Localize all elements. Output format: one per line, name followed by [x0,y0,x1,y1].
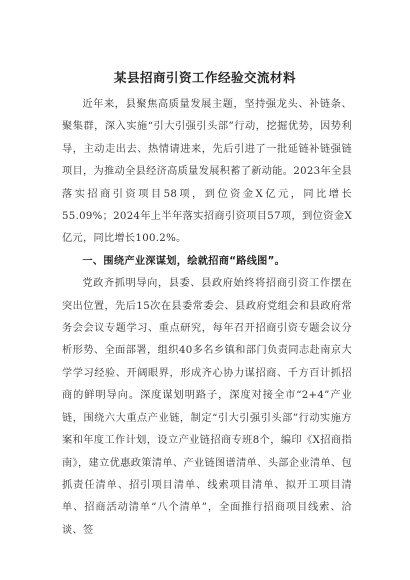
section-paragraph: 党政齐抓明导向，县委、县政府始终将招商引资工作摆在突出位置，先后15次在县委常委会、县政府党组会和县政府常务会会议专题学习、重点研究，每年召开招商引资专题会议分析形势、全面部署，组织40多名乡镇和部门负责同志赴南京大学学习经验、开阔眼界，形成齐心协力谋招商、千方百计抓招商的鲜明导向。深度谋划明路子，深度对接全市“2+4”产业链，围绕六大重点产业链，制定“引大引强引头部”行动实施方案和年度工作计划，设立产业链招商专班8个，编印《X招商指南》，建立优惠政策清单、产业链图谱清单、头部企业清单、包抓责任清单、招引项目清单、线索项目清单、拟开工项目清单、招商活动清单“八个清单”，全面推行招商项目线索、洽谈、签 [62,278,352,536]
document-body [62,94,352,542]
section-heading: 一、围绕产业深谋划，绘就招商“路线图”。 [82,255,286,267]
intro-paragraph: 近年来，县聚焦高质量发展主题，坚持强龙头、补链条、聚集群，深入实施“引大引强引头部”行动，挖掘优势，因势利导，主动走出去、热情请进来，先后引进了一批延链补链强链项目，为推动全县经济高质量发展积蓄了新动能。2023年全县落实招商引资项目58项，到位资金X亿元，同比增长55.09%；2024年上半年落实招商引资项目57项，到位资金X亿元，同比增长100.2%。 [62,99,352,245]
document-title: 某县招商引资工作经验交流材料 [113,70,296,85]
